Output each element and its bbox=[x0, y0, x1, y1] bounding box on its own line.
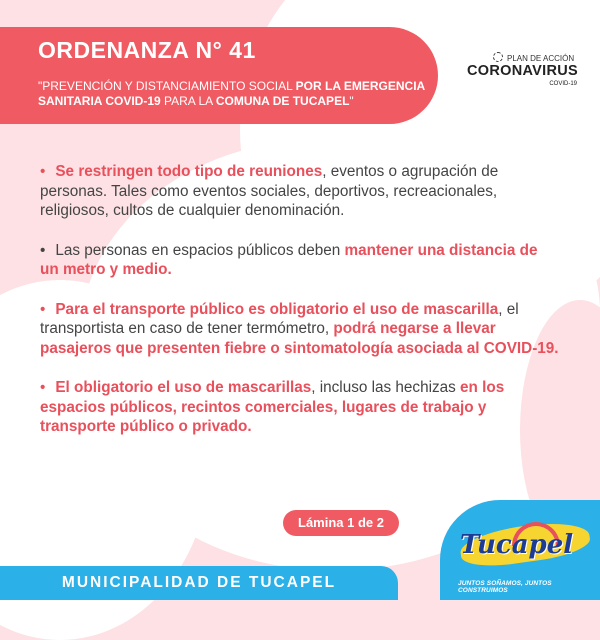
subtitle-part: PARA LA bbox=[160, 94, 216, 108]
list-item bbox=[40, 241, 560, 280]
footer-municipality-bar: MUNICIPALIDAD DE TUCAPEL bbox=[0, 566, 398, 600]
list-item bbox=[40, 162, 560, 221]
tucapel-logo bbox=[440, 500, 600, 600]
logo-tagline: JUNTOS SOÑAMOS, JUNTOS CONSTRUIMOS bbox=[458, 580, 552, 594]
highlight-text: en los espacios públicos, recintos comerciales, lugares de trabajo y transporte público o privado. bbox=[40, 379, 505, 435]
subtitle-part: "PREVENCIÓN Y DISTANCIAMIENTO SOCIAL bbox=[38, 79, 296, 93]
subtitle-bold-part: COMUNA DE TUCAPEL bbox=[215, 94, 350, 108]
bullet-icon: • bbox=[40, 379, 46, 396]
bullet-icon: • bbox=[40, 163, 46, 180]
logo-sub-text: COVID-19 bbox=[549, 81, 577, 87]
highlight-text: Para el transporte público es obligatorio el uso de mascarilla bbox=[55, 300, 499, 318]
virus-icon bbox=[493, 52, 503, 62]
highlight-text: mantener una distancia de un metro y medio. bbox=[40, 241, 538, 278]
subtitle-bold-part: POR LA EMERGENCIA SANITARIA COVID-19 bbox=[38, 79, 425, 108]
header-banner bbox=[0, 27, 438, 124]
highlight-text: Se restringen todo tipo de reuniones bbox=[55, 163, 323, 180]
body-text: , incluso las hechizas bbox=[311, 379, 461, 396]
list-item bbox=[40, 378, 560, 437]
body-text: , eventos o agrupación de personas. Tales como eventos sociales, deportivos, recreacionales, religiosos, cultos de cualquier denominación. bbox=[40, 163, 499, 219]
list-item bbox=[40, 300, 560, 359]
subtitle-part: " bbox=[349, 94, 354, 108]
logo-name-text: CORONAVIRUS bbox=[467, 63, 578, 79]
page-indicator-badge: Lámina 1 de 2 bbox=[283, 510, 399, 536]
bullet-icon: • bbox=[40, 300, 46, 318]
ordinance-subtitle bbox=[38, 79, 436, 109]
body-text: Las personas en espacios públicos deben bbox=[55, 241, 345, 259]
ordinance-content bbox=[40, 162, 560, 457]
logo-plan-text: PLAN DE ACCIÓN bbox=[507, 54, 575, 63]
highlight-text: El obligatorio el uso de mascarillas bbox=[55, 379, 312, 396]
bullet-icon: • bbox=[40, 241, 46, 259]
highlight-text: podrá negarse a llevar pasajeros que presenten fiebre o sintomatología asociada al COVID-19. bbox=[40, 320, 559, 357]
ordinance-title: ORDENANZA N° 41 bbox=[38, 37, 256, 63]
coronavirus-plan-logo bbox=[463, 44, 583, 90]
logo-wordmark: Tucapel bbox=[460, 530, 574, 560]
body-text: , el transportista en caso de tener termómetro, bbox=[40, 300, 519, 337]
